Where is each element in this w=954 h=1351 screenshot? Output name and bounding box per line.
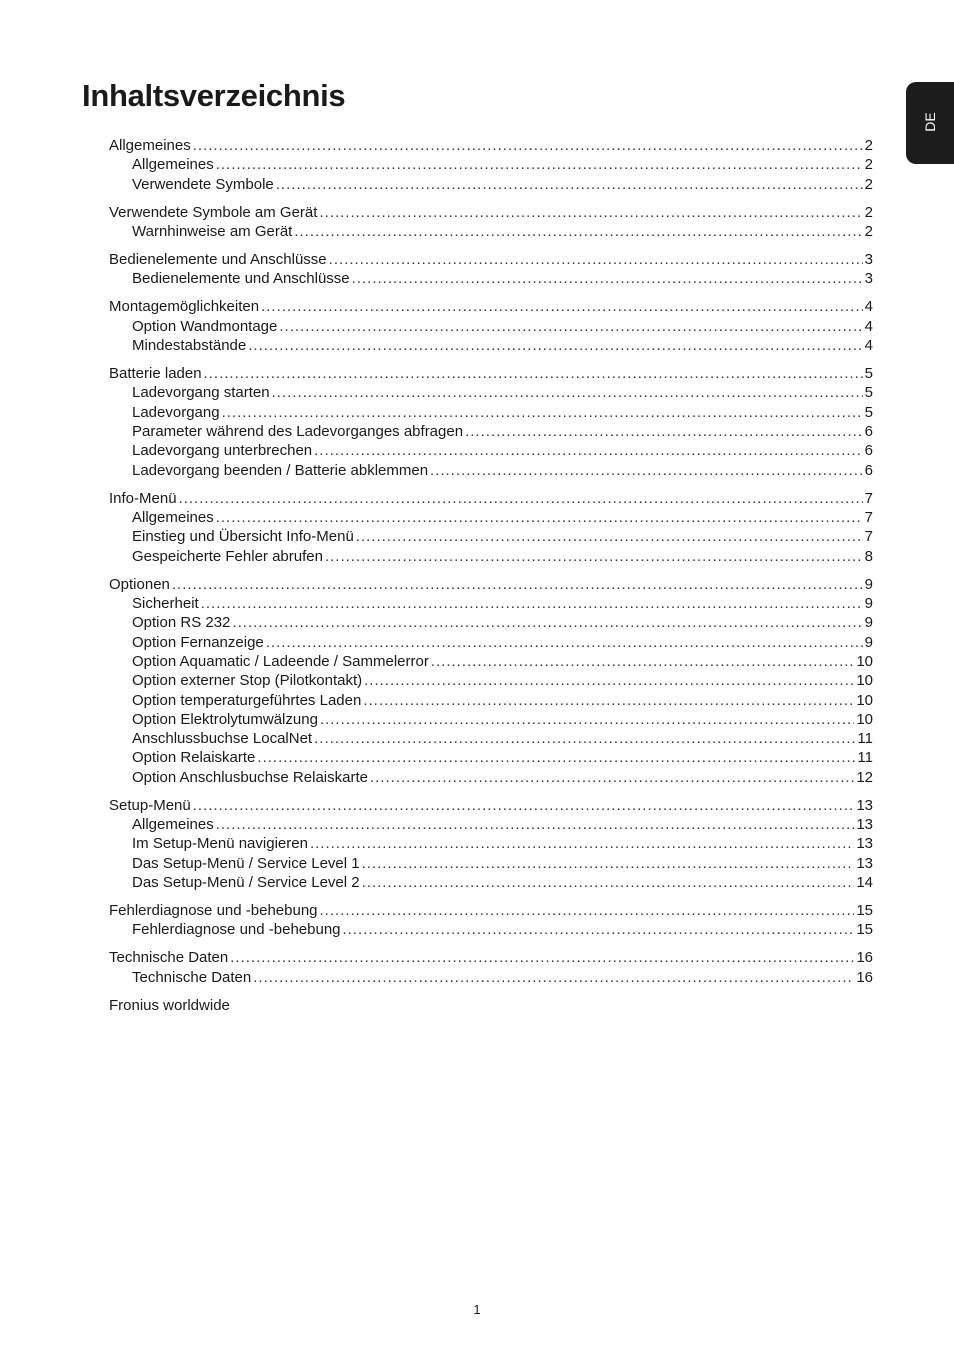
toc-subentry[interactable] xyxy=(109,527,873,546)
dot-leader xyxy=(201,594,863,613)
dot-leader xyxy=(314,729,855,748)
toc-entry-page: 5 xyxy=(864,365,873,383)
toc-entry-label: Option externer Stop (Pilotkontakt) xyxy=(132,672,363,690)
toc-subentry[interactable] xyxy=(109,175,873,194)
toc-subentry[interactable] xyxy=(109,652,873,671)
dot-leader xyxy=(364,671,854,690)
toc-entry-label: Allgemeines xyxy=(132,156,214,174)
toc-entry-page: 6 xyxy=(864,423,873,441)
dot-leader xyxy=(294,222,862,241)
toc-entry-page: 16 xyxy=(856,968,873,986)
toc-entry-page: 11 xyxy=(857,749,873,767)
language-tab[interactable] xyxy=(906,82,954,164)
toc-subentry[interactable] xyxy=(109,710,873,729)
dot-leader xyxy=(314,441,863,460)
toc-entry-label: Option RS 232 xyxy=(132,614,231,632)
toc-subentry[interactable] xyxy=(109,383,873,402)
toc-entry-label: Option temperaturgeführtes Laden xyxy=(132,691,362,709)
dot-leader xyxy=(261,297,863,316)
toc-entry-label: Info-Menü xyxy=(109,489,177,507)
toc-entry-page: 4 xyxy=(864,337,873,355)
toc-subentry[interactable] xyxy=(109,633,873,652)
toc-entry-label: Fronius worldwide xyxy=(109,996,230,1014)
toc-entry-label: Fehlerdiagnose und -behebung xyxy=(132,921,341,939)
toc-entry-label: Warnhinweise am Gerät xyxy=(132,222,293,240)
toc-entry-label: Im Setup-Menü navigieren xyxy=(132,835,308,853)
toc-subentry[interactable] xyxy=(109,768,873,787)
toc-group xyxy=(109,203,873,242)
toc-entry-page: 4 xyxy=(864,317,873,335)
toc-subentry[interactable] xyxy=(109,269,873,288)
dot-leader xyxy=(204,364,863,383)
toc-entry-page: 9 xyxy=(864,575,873,593)
toc-subentry[interactable] xyxy=(109,920,873,939)
toc-subentry[interactable] xyxy=(109,729,873,748)
toc-group xyxy=(109,297,873,355)
toc-subentry[interactable] xyxy=(109,222,873,241)
toc-entry-page: 16 xyxy=(856,949,873,967)
toc-subentry[interactable] xyxy=(109,834,873,853)
toc-entry-page: 10 xyxy=(856,652,873,670)
toc-entry-label: Option Anschlusbuchse Relaiskarte xyxy=(132,768,368,786)
toc-entry-label: Fehlerdiagnose und -behebung xyxy=(109,902,318,920)
language-tab-label: DE xyxy=(922,112,938,132)
dot-leader xyxy=(279,317,862,336)
toc-entry-page: 13 xyxy=(856,816,873,834)
toc-subentry[interactable] xyxy=(109,155,873,174)
toc-entry-label: Option Wandmontage xyxy=(132,317,278,335)
toc-entry-label: Ladevorgang unterbrechen xyxy=(132,442,313,460)
toc-entry-label: Technische Daten xyxy=(132,968,252,986)
toc-entry-label: Einstieg und Übersicht Info-Menü xyxy=(132,528,354,546)
dot-leader xyxy=(266,633,863,652)
toc-entry-label: Anschlussbuchse LocalNet xyxy=(132,730,313,748)
toc-subentry[interactable] xyxy=(109,854,873,873)
toc-entry-page: 10 xyxy=(856,710,873,728)
toc-entry-label: Das Setup-Menü / Service Level 2 xyxy=(132,873,360,891)
toc-entry[interactable] xyxy=(109,136,873,155)
toc-subentry[interactable] xyxy=(109,613,873,632)
toc-entry-page: 7 xyxy=(864,528,873,546)
toc-entry-label: Ladevorgang beenden / Batterie abklemmen xyxy=(132,461,429,479)
toc-entry-label: Option Elektrolytumwälzung xyxy=(132,710,318,728)
dot-leader xyxy=(370,768,854,787)
toc-entry-label: Parameter während des Ladevorganges abfragen xyxy=(132,423,464,441)
toc-entry-page: 15 xyxy=(856,902,873,920)
dot-leader xyxy=(272,383,863,402)
toc-group xyxy=(109,136,873,194)
toc-entry-label: Setup-Menü xyxy=(109,796,191,814)
dot-leader xyxy=(431,652,854,671)
toc-group xyxy=(109,796,873,892)
toc-entry-label: Option Fernanzeige xyxy=(132,633,264,651)
dot-leader xyxy=(343,920,855,939)
dot-leader xyxy=(193,796,855,815)
dot-leader xyxy=(362,873,855,892)
toc-entry-page: 13 xyxy=(856,796,873,814)
toc-entry-label: Optionen xyxy=(109,575,170,593)
toc-entry-page: 9 xyxy=(864,633,873,651)
toc-entry-label: Option Aquamatic / Ladeende / Sammelerror xyxy=(132,652,429,670)
toc-subentry[interactable] xyxy=(109,671,873,690)
toc-group xyxy=(109,996,873,1015)
toc-entry-label: Allgemeines xyxy=(132,509,214,527)
toc-entry-label: Option Relaiskarte xyxy=(132,749,256,767)
toc-subentry[interactable] xyxy=(109,403,873,422)
toc-entry-label: Verwendete Symbole xyxy=(132,175,274,193)
toc-entry-label: Mindestabstände xyxy=(132,337,247,355)
toc-entry-page: 13 xyxy=(856,835,873,853)
toc-entry-label: Bedienelemente und Anschlüsse xyxy=(109,251,327,269)
toc-entry-label: Technische Daten xyxy=(109,949,229,967)
toc-entry-page: 10 xyxy=(856,691,873,709)
dot-leader xyxy=(363,691,854,710)
toc-entry-label: Verwendete Symbole am Gerät xyxy=(109,203,318,221)
toc-entry-label: Ladevorgang xyxy=(132,403,220,421)
page-title: Inhaltsverzeichnis xyxy=(82,78,346,113)
toc-entry-page: 2 xyxy=(864,203,873,221)
dot-leader xyxy=(356,527,863,546)
toc-entry-label: Allgemeines xyxy=(132,816,214,834)
toc-entry[interactable] xyxy=(109,996,873,1015)
toc-entry-label: Batterie laden xyxy=(109,365,202,383)
toc-entry-page: 2 xyxy=(864,156,873,174)
toc-group xyxy=(109,364,873,480)
dot-leader xyxy=(465,422,863,441)
toc-entry-page: 13 xyxy=(856,854,873,872)
toc-entry-page: 6 xyxy=(864,442,873,460)
dot-leader xyxy=(232,613,862,632)
dot-leader xyxy=(329,250,863,269)
toc-subentry[interactable] xyxy=(109,547,873,566)
toc-entry-label: Montagemöglichkeiten xyxy=(109,298,260,316)
dot-leader xyxy=(319,203,862,222)
toc-entry[interactable] xyxy=(109,297,873,316)
toc-entry-label: Ladevorgang starten xyxy=(132,384,270,402)
toc-entry[interactable] xyxy=(109,948,873,967)
toc-entry-label: Sicherheit xyxy=(132,595,199,613)
table-of-contents xyxy=(109,136,873,1024)
toc-entry[interactable] xyxy=(109,489,873,508)
toc-entry-page: 2 xyxy=(864,137,873,154)
toc-group xyxy=(109,901,873,940)
dot-leader xyxy=(320,710,854,729)
toc-group xyxy=(109,250,873,289)
dot-leader xyxy=(216,815,855,834)
toc-subentry[interactable] xyxy=(109,594,873,613)
toc-entry-page: 7 xyxy=(864,509,873,527)
toc-entry-label: Bedienelemente und Anschlüsse xyxy=(132,270,350,288)
toc-entry[interactable] xyxy=(109,796,873,815)
toc-subentry[interactable] xyxy=(109,968,873,987)
dot-leader xyxy=(222,403,863,422)
dot-leader xyxy=(362,854,855,873)
toc-entry-page: 9 xyxy=(864,595,873,613)
toc-subentry[interactable] xyxy=(109,461,873,480)
toc-entry-label: Gespeicherte Fehler abrufen xyxy=(132,547,323,565)
dot-leader xyxy=(216,508,863,527)
dot-leader xyxy=(172,575,863,594)
toc-entry[interactable] xyxy=(109,575,873,594)
toc-entry-page: 4 xyxy=(864,298,873,316)
dot-leader xyxy=(216,155,863,174)
toc-subentry[interactable] xyxy=(109,748,873,767)
dot-leader xyxy=(193,136,863,155)
page-number: 1 xyxy=(473,1302,481,1317)
toc-subentry[interactable] xyxy=(109,441,873,460)
toc-subentry[interactable] xyxy=(109,508,873,527)
toc-entry-page: 5 xyxy=(864,384,873,402)
toc-entry-page: 14 xyxy=(856,873,873,891)
toc-entry-page: 5 xyxy=(864,403,873,421)
toc-subentry[interactable] xyxy=(109,422,873,441)
dot-leader xyxy=(253,968,854,987)
toc-subentry[interactable] xyxy=(109,691,873,710)
toc-subentry[interactable] xyxy=(109,815,873,834)
dot-leader xyxy=(352,269,863,288)
toc-entry[interactable] xyxy=(109,901,873,920)
toc-entry-page: 3 xyxy=(864,270,873,288)
toc-entry-page: 6 xyxy=(864,461,873,479)
toc-entry-page: 3 xyxy=(864,251,873,269)
toc-entry-page: 9 xyxy=(864,614,873,632)
dot-leader xyxy=(310,834,854,853)
dot-leader xyxy=(320,901,855,920)
toc-entry[interactable] xyxy=(109,364,873,383)
dot-leader xyxy=(179,489,863,508)
toc-entry-label: Allgemeines xyxy=(109,137,191,154)
toc-entry-page: 2 xyxy=(864,222,873,240)
dot-leader xyxy=(230,948,854,967)
dot-leader xyxy=(430,461,863,480)
dot-leader xyxy=(325,547,863,566)
toc-entry[interactable] xyxy=(109,250,873,269)
toc-entry-page: 15 xyxy=(856,921,873,939)
toc-entry-page: 2 xyxy=(864,175,873,193)
dot-leader xyxy=(276,175,863,194)
toc-subentry[interactable] xyxy=(109,336,873,355)
toc-group xyxy=(109,489,873,566)
toc-entry[interactable] xyxy=(109,203,873,222)
toc-entry-page: 10 xyxy=(856,672,873,690)
dot-leader xyxy=(257,748,855,767)
toc-subentry[interactable] xyxy=(109,873,873,892)
toc-group xyxy=(109,948,873,987)
toc-entry-page: 7 xyxy=(864,489,873,507)
toc-group xyxy=(109,575,873,787)
toc-entry-page: 11 xyxy=(857,730,873,748)
toc-entry-page: 12 xyxy=(856,768,873,786)
toc-entry-label: Das Setup-Menü / Service Level 1 xyxy=(132,854,360,872)
toc-entry-page: 8 xyxy=(864,547,873,565)
toc-subentry[interactable] xyxy=(109,317,873,336)
dot-leader xyxy=(248,336,862,355)
